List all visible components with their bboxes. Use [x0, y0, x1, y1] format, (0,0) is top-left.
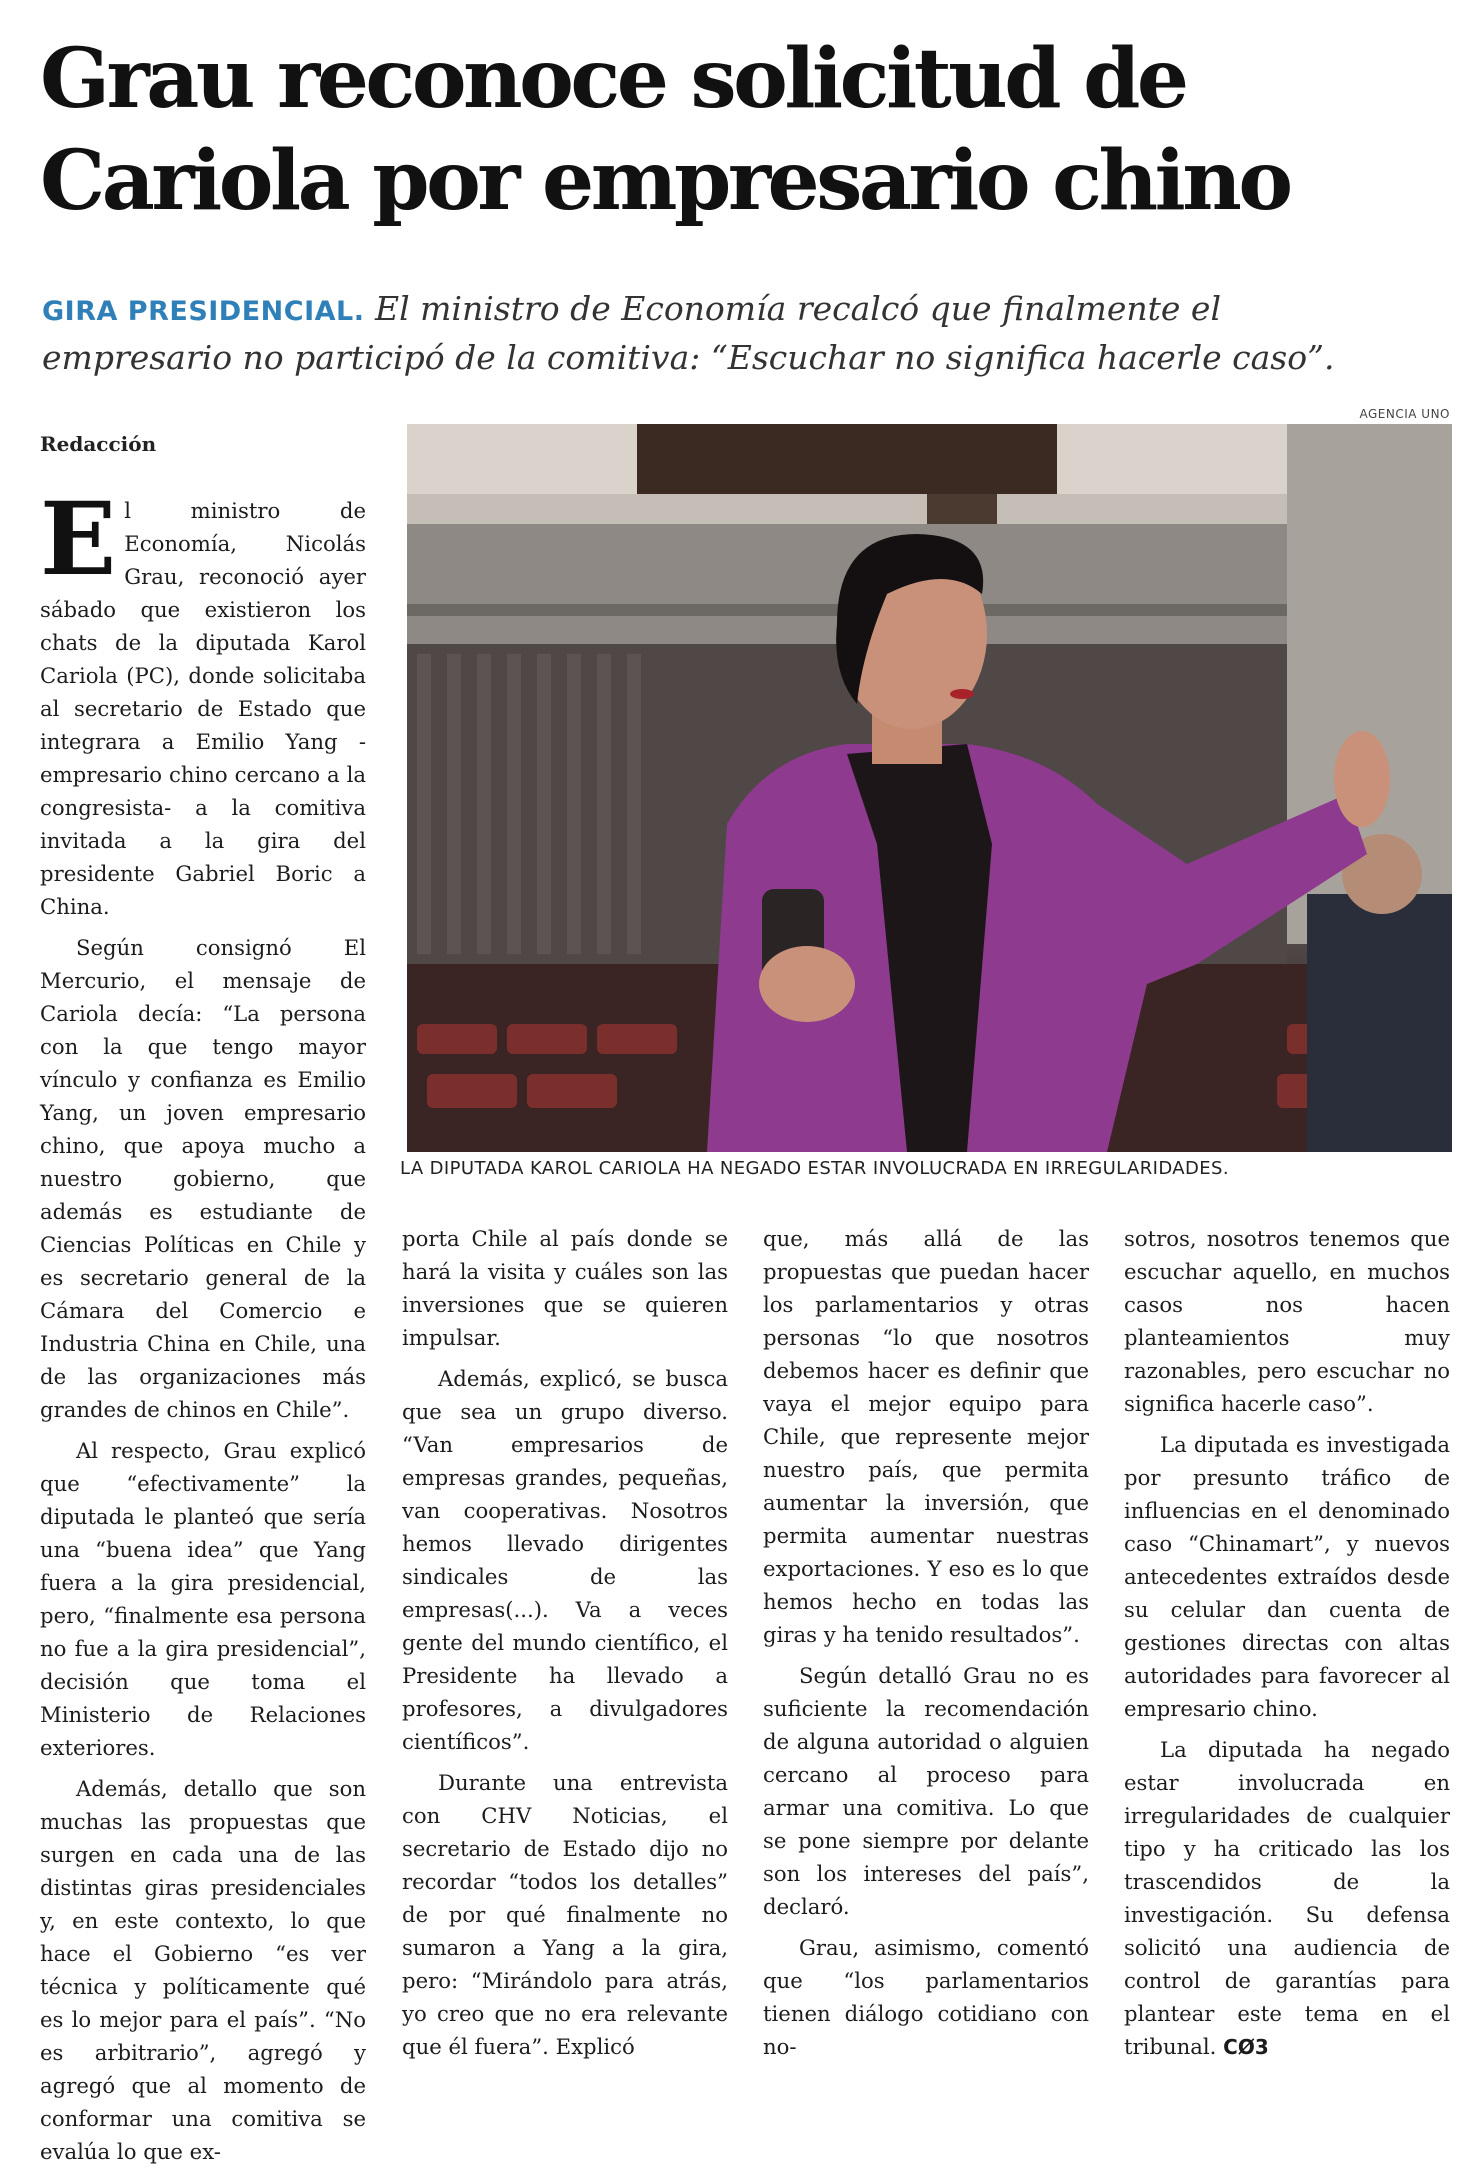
drop-cap: E: [40, 480, 117, 598]
background-person: [1307, 894, 1452, 1152]
paragraph-text: La diputada ha negado estar involucrada en irregularidades de cualquier tipo y ha criticado las los trascendidos de la investigación. Su defensa solicitó una audiencia de control de garantías para plantear este tema en el tribunal.: [1124, 1737, 1450, 2059]
headline-line-2: Cariola por empresario chino: [40, 133, 1290, 229]
article-photo: [407, 424, 1452, 1152]
paragraph: Además, detallo que son muchas las propuestas que surgen en cada una de las distintas giras presidenciales y, en este contexto, lo que hace el Gobierno “es ver técnica y políticamente qué es lo mejor para el país”. “No es arbitrario”, agregó y agregó que al momento de conformar una comitiva se evalúa lo que ex-: [40, 1776, 366, 2164]
paragraph: que, más allá de las propuestas que puedan hacer los parlamentarios y otras personas “lo que nosotros debemos hacer es definir que vaya el mejor equipo para Chile, que represente mejor nuestro país, que permita aumentar la inversión, que permita aumentar nuestras exportaciones. Y eso es lo que hemos hecho en todas las giras y ha tenido resultados”.: [763, 1226, 1089, 1647]
photo-credit: AGENCIA UNO: [1359, 407, 1450, 421]
phone-hand: [759, 946, 855, 1022]
paragraph-text: l ministro de Economía, Nicolás Grau, reconoció ayer sábado que existieron los chats de la diputada Karol Cariola (PC), donde solicitaba al secretario de Estado que integrara a Emilio Yang -empresario chino cercano a la congresista- a la comitiva invitada a la gira del presidente Gabriel Boric a China.: [40, 498, 366, 919]
paragraph: [40, 480, 366, 923]
article-column-4: [1124, 1222, 1450, 2072]
deck-text-1: El ministro de Economía recalcó que finalmente el: [374, 289, 1221, 328]
ceiling-wood-panel: [637, 424, 1057, 494]
article-column-3: [763, 1222, 1089, 2071]
deck-line-1: [42, 286, 1442, 335]
paragraph: sotros, nosotros tenemos que escuchar aquello, en muchos casos nos hacen planteamientos muy razonables, pero escuchar no significa hacerle caso”.: [1124, 1226, 1450, 1416]
paragraph: La diputada es investigada por presunto tráfico de influencias en el denominado caso “Chinamart”, y nuevos antecedentes extraídos desde su celular dan cuenta de gestiones directas con altas autoridades para favorecer al empresario chino.: [1124, 1432, 1450, 1721]
article-column-2: [402, 1222, 728, 2071]
paragraph: porta Chile al país donde se hará la visita y cuáles son las inversiones que se quieren impulsar.: [402, 1226, 728, 1350]
paragraph: Al respecto, Grau explicó que “efectivamente” la diputada le planteó que sería una “buena idea” que Yang fuera a la gira presidencial, pero, “finalmente esa persona no fue a la gira presidencial”, decisión que toma el Ministerio de Relaciones exteriores.: [40, 1438, 366, 1760]
headline-line-1: Grau reconoce solicitud de: [40, 31, 1186, 127]
paragraph: Además, explicó, se busca que sea un grupo diverso. “Van empresarios de empresas grandes, pequeñas, van cooperativas. Nosotros hemos llevado dirigentes sindicales de las empresas(...). Va a veces gente del mundo científico, el Presidente ha llevado a profesores, a divulgadores científicos”.: [402, 1366, 728, 1754]
article-column-1: [40, 480, 366, 2176]
end-mark-icon: CØ3: [1223, 2035, 1269, 2059]
raised-hand: [1334, 731, 1390, 827]
deck-line-2: empresario no participó de la comitiva: “Escuchar no significa hacerle caso”.: [42, 338, 1335, 377]
paragraph: Grau, asimismo, comentó que “los parlamentarios tienen diálogo cotidiano con no-: [763, 1935, 1089, 2059]
paragraph: Según detalló Grau no es suficiente la recomendación de alguna autoridad o alguien cercano al proceso para armar una comitiva. Lo que se pone siempre por delante son los intereses del país”, declaró.: [763, 1663, 1089, 1919]
paragraph: Según consignó El Mercurio, el mensaje de Cariola decía: “La persona con la que tengo mayor vínculo y confianza es Emilio Yang, un joven empresario chino, que apoya mucho a nuestro gobierno, que además es estudiante de Ciencias Políticas en Chile y es secretario general de la Cámara del Comercio e Industria China en Chile, una de las organizaciones más grandes de chinos en Chile”.: [40, 935, 366, 1422]
paragraph: [1124, 1733, 1450, 2064]
deck: [42, 286, 1442, 381]
headline: [40, 28, 1440, 232]
paragraph: Durante una entrevista con CHV Noticias, el secretario de Estado dijo no recordar “todos los detalles” de por qué finalmente no sumaron a Yang a la gira, pero: “Mirándolo para atrás, yo creo que no era relevante que él fuera”. Explicó: [402, 1770, 728, 2059]
byline: Redacción: [40, 432, 157, 456]
photo-illustration: [407, 424, 1452, 1152]
deck-kicker: GIRA PRESIDENCIAL.: [42, 296, 365, 327]
lips: [950, 689, 974, 699]
photo-caption: LA DIPUTADA KAROL CARIOLA HA NEGADO ESTAR INVOLUCRADA EN IRREGULARIDADES.: [400, 1158, 1229, 1179]
